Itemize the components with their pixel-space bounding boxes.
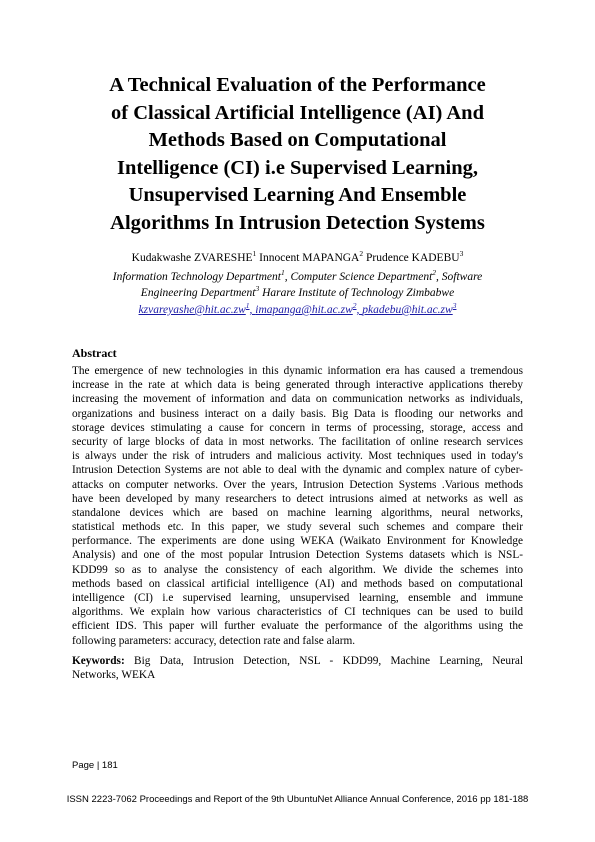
abstract-line: is always under the risk of intruders and malicious activity. Most techniques used in today's	[72, 450, 523, 463]
abstract-line: intelligence (CI) i.e supervised learning, unsupervised learning, ensemble and immune	[72, 592, 523, 604]
abstract-heading: Abstract	[72, 346, 117, 360]
author-superscript: 1	[252, 249, 257, 259]
abstract-line: statistical methods etc. In this paper, we study several such schemes and compare their	[72, 521, 523, 534]
keywords-section	[72, 654, 523, 682]
keywords-text: Big Data, Intrusion Detection, NSL - KDD99, Machine Learning, Neural	[124, 655, 523, 667]
email-link[interactable]: pkadebu@hit.ac.zw	[362, 304, 453, 316]
email-list: $kzvareyashe@hit.ac.zw^1$, $imapanga@hit.ac.zw^2$, $pkadebu@hit.ac.zw^3$	[138, 301, 457, 316]
abstract-line: Analysis) and one of the most popular Intrusion Detection Systems datasets which is NSL-	[72, 549, 523, 562]
abstract-line: following parameters: accuracy, detection rate and false alarm.	[72, 634, 356, 647]
email-superscript: 3	[452, 301, 457, 311]
affiliation-text: Harare Institute of Technology Zimbabwe	[259, 286, 455, 299]
affiliations	[60, 270, 535, 301]
page-number: Page | 181	[72, 760, 118, 771]
affiliation-line	[60, 283, 535, 302]
email-superscript: 1	[245, 301, 250, 311]
affiliation-text: Engineering Department	[140, 286, 256, 299]
author-superscript: 3	[459, 249, 464, 259]
abstract-line: Intrusion Detection Systems are not able to deal with the dynamic and complex nature of cyber-	[72, 464, 523, 477]
email-link[interactable]: kzvareyashe@hit.ac.zw	[138, 304, 246, 316]
abstract-line: standalone devices which are based on machine learning algorithms, neural networks,	[72, 506, 523, 519]
abstract-line: storage devices stimulating a cause for concern in terms of processing, storage, access and	[72, 421, 523, 434]
abstract-line: performance. The experiments are done using WEKA (Waikato Environment for Knowledge	[72, 535, 523, 548]
abstract-line: KDD99 so as to analyse the consistency of each algorithm. We divide the schemes into	[72, 563, 523, 576]
title-line: Unsupervised Learning And Ensemble	[128, 184, 467, 207]
email-link[interactable]: imapanga@hit.ac.zw	[255, 304, 353, 316]
affiliation-text: , Computer Science Department	[284, 271, 433, 283]
author-name: Innocent MAPANGA	[259, 252, 360, 264]
keywords-line	[72, 654, 523, 668]
title-line: Methods Based on Computational	[148, 129, 447, 152]
abstract-line: organizations and business interact on a daily basis. Big Data is flooding our networks and	[72, 407, 523, 420]
author-name: Kudakwashe ZVARESHE	[131, 252, 253, 264]
abstract-line: efficient IDS. This paper will further evaluate the performance of the algorithms using the	[72, 620, 523, 633]
abstract-line: increasing the movement of information and data on communication networks as individuals,	[72, 393, 523, 406]
author-list	[0, 251, 595, 265]
abstract-line: have been developed by many researchers to detect intrusions aimed at networks as well as	[72, 492, 523, 505]
abstract-line: The emergence of new technologies in this dynamic information era has caused a tremendous	[72, 365, 523, 377]
affiliation-text: , Software	[436, 271, 483, 283]
abstract-line: algorithms. We explain how various characteristics of CI techniques can be used to build	[72, 606, 523, 619]
abstract-line: attacks on computer networks. Over the years, Intrusion Detection Systems .Various methods	[72, 478, 523, 491]
keywords-text: Networks, WEKA	[72, 669, 156, 682]
author-superscript: 2	[359, 249, 364, 259]
keywords-label: Keywords:	[72, 655, 125, 667]
affiliation-superscript: 2	[432, 268, 437, 278]
affiliation-line	[60, 270, 535, 286]
paper-title	[50, 72, 545, 238]
abstract-body	[72, 364, 523, 648]
author-name: Prudence KADEBU	[365, 252, 460, 264]
abstract-line: methods based on classical artificial intelligence (AI) and methods based on computational	[72, 577, 523, 590]
email-superscript: 2	[352, 301, 357, 311]
title-line: Algorithms In Intrusion Detection Systems	[110, 211, 485, 234]
title-line: Intelligence (CI) i.e Supervised Learning,	[116, 156, 478, 179]
affiliation-text: Information Technology Department	[112, 271, 281, 283]
footer-citation: ISSN 2223-7062 Proceedings and Report of the 9th UbuntuNet Alliance Annual Conference, 2016 pp 181-188	[66, 794, 529, 805]
abstract-line: security of large blocks of data in most networks. The facilitation of online research services	[72, 435, 523, 448]
affiliation-superscript: 1	[280, 268, 285, 278]
title-line: A Technical Evaluation of the Performance	[109, 74, 486, 96]
abstract-line: increase in the rate at which data is being generated through interactive applications thereby	[72, 379, 523, 392]
title-line: of Classical Artificial Intelligence (AI) And	[111, 101, 484, 124]
affiliation-superscript: 3	[255, 283, 260, 293]
